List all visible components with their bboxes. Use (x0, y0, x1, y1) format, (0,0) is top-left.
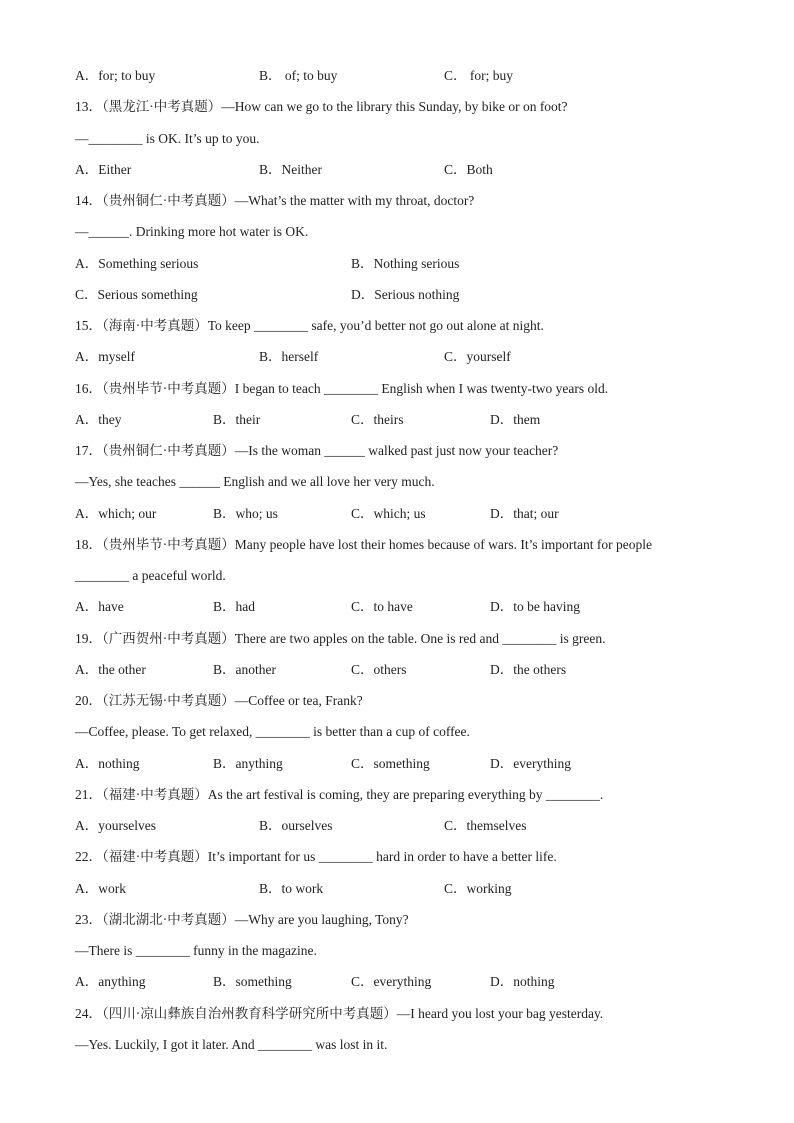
question-line: —Yes, she teaches ______ English and we all love her very much. (75, 474, 435, 489)
question-line: 23．（湖北湖北·中考真题）—Why are you laughing, Tony? (75, 912, 409, 927)
answer-option: B．anything (213, 756, 283, 771)
question-line: 13．（黑龙江·中考真题）—How can we go to the library this Sunday, by bike or on foot? (75, 99, 568, 114)
answer-option: A．they (75, 412, 122, 427)
question-line: 20．（江苏无锡·中考真题）—Coffee or tea, Frank? (75, 693, 363, 708)
answer-option: A．work (75, 881, 126, 896)
answer-option: C．theirs (351, 412, 404, 427)
answer-option: B．who; us (213, 506, 278, 521)
answer-option: A．myself (75, 349, 135, 364)
answer-option: A．Either (75, 162, 132, 177)
question-line: 21．（福建·中考真题）As the art festival is coming, they are preparing everything by ________. (75, 787, 604, 802)
question-line: —There is ________ funny in the magazine. (75, 943, 317, 958)
answer-option: B．herself (259, 349, 319, 364)
answer-option: A．nothing (75, 756, 140, 771)
answer-option: B．another (213, 662, 276, 677)
answer-option: C．Serious something (75, 287, 198, 302)
answer-option: A．which; our (75, 506, 157, 521)
answer-option: C．to have (351, 599, 413, 614)
answer-option: C．something (351, 756, 430, 771)
answer-option: A．for; to buy (75, 68, 156, 83)
answer-option: D．everything (490, 756, 571, 771)
answer-option: C． for; buy (444, 68, 513, 83)
question-line: —Yes. Luckily, I got it later. And ________ was lost in it. (75, 1037, 388, 1052)
answer-option: B．their (213, 412, 261, 427)
question-line: 16．（贵州毕节·中考真题）I began to teach ________ English when I was twenty-two years old. (75, 381, 609, 396)
answer-option: D．the others (490, 662, 567, 677)
answer-option: D．nothing (490, 974, 555, 989)
answer-option: A．yourselves (75, 818, 156, 833)
answer-option: B．had (213, 599, 255, 614)
answer-option: C．Both (444, 162, 493, 177)
question-line: 24．（四川·凉山彝族自治州教育科学研究所中考真题）—I heard you lost your bag yesterday. (75, 1006, 604, 1021)
question-line: 17．（贵州铜仁·中考真题）—Is the woman ______ walked past just now your teacher? (75, 443, 559, 458)
answer-option: A．Something serious (75, 256, 199, 271)
question-line: 15．（海南·中考真题）To keep ________ safe, you’d better not go out alone at night. (75, 318, 544, 333)
question-line: —Coffee, please. To get relaxed, ________ is better than a cup of coffee. (75, 724, 470, 739)
answer-option: C．which; us (351, 506, 426, 521)
answer-option: D．Serious nothing (351, 287, 460, 302)
answer-option: C．yourself (444, 349, 511, 364)
answer-option: A．anything (75, 974, 146, 989)
answer-option: B． of; to buy (259, 68, 338, 83)
answer-option: A．the other (75, 662, 146, 677)
answer-option: C．everything (351, 974, 432, 989)
answer-option: D．them (490, 412, 541, 427)
answer-option: D．to be having (490, 599, 580, 614)
answer-option: C．themselves (444, 818, 527, 833)
answer-option: A．have (75, 599, 124, 614)
question-line: —______. Drinking more hot water is OK. (75, 224, 309, 239)
question-line: 14．（贵州铜仁·中考真题）—What’s the matter with my throat, doctor? (75, 193, 475, 208)
answer-option: B．Nothing serious (351, 256, 460, 271)
answer-option: C．working (444, 881, 512, 896)
answer-option: B．ourselves (259, 818, 333, 833)
question-line: ________ a peaceful world. (75, 568, 226, 583)
question-line: 19．（广西贺州·中考真题）There are two apples on the table. One is red and ________ is green. (75, 631, 606, 646)
answer-option: D．that; our (490, 506, 559, 521)
answer-option: C．others (351, 662, 407, 677)
question-line: 22．（福建·中考真题）It’s important for us ________ hard in order to have a better life. (75, 849, 557, 864)
question-line: —________ is OK. It’s up to you. (75, 131, 260, 146)
answer-option: B．Neither (259, 162, 322, 177)
answer-option: B．something (213, 974, 292, 989)
question-line: 18．（贵州毕节·中考真题）Many people have lost their homes because of wars. It’s important for people (75, 537, 652, 552)
answer-option: B．to work (259, 881, 324, 896)
